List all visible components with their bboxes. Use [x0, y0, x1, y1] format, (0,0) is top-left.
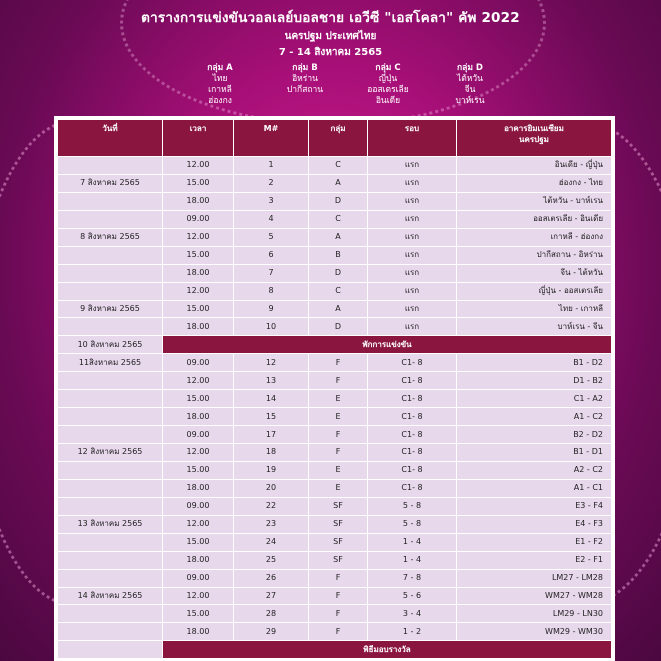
date-cell [58, 462, 162, 479]
table-row [58, 623, 611, 640]
time-cell: 18.00 [163, 480, 233, 497]
group-team: จีน [464, 85, 476, 95]
time-cell: 09.00 [163, 570, 233, 587]
round-cell: C1- 8 [368, 408, 456, 425]
time-cell: 15.00 [163, 175, 233, 192]
match-no-cell: 28 [234, 605, 308, 622]
group-team: อิหร่าน [292, 74, 318, 84]
date-cell [58, 157, 162, 174]
group-team: เกาหลี [208, 85, 232, 95]
date-cell [58, 283, 162, 300]
group-cell: E [309, 390, 367, 407]
match-cell: B2 - D2 [457, 426, 611, 443]
group-cell: SF [309, 534, 367, 551]
time-cell: 12.00 [163, 516, 233, 533]
group-cell: F [309, 372, 367, 389]
group-cell: SF [309, 498, 367, 515]
round-cell: 1 - 4 [368, 552, 456, 569]
match-cell: B1 - D1 [457, 444, 611, 461]
round-cell: 1 - 2 [368, 623, 456, 640]
date-cell [58, 408, 162, 425]
table-row [58, 301, 611, 318]
group-cell: A [309, 301, 367, 318]
time-cell: 18.00 [163, 318, 233, 335]
date-cell [58, 552, 162, 569]
match-cell: จีน - ไต้หวัน [457, 265, 611, 282]
table-row [58, 605, 611, 622]
match-cell: C1 - A2 [457, 390, 611, 407]
match-no-cell: 1 [234, 157, 308, 174]
match-no-cell: 25 [234, 552, 308, 569]
match-cell: A1 - C1 [457, 480, 611, 497]
match-cell: ไทย - เกาหลี [457, 301, 611, 318]
time-cell: 15.00 [163, 462, 233, 479]
round-cell: แรก [368, 247, 456, 264]
table-row [58, 193, 611, 210]
group-team: ฮ่องกง [208, 96, 232, 106]
group-d [435, 63, 505, 107]
group-name: กลุ่ม D [457, 63, 483, 73]
date-cell: 11สิงหาคม 2565 [58, 354, 162, 371]
round-cell: แรก [368, 193, 456, 210]
table-row [58, 426, 611, 443]
group-cell: C [309, 157, 367, 174]
round-cell: 5 - 8 [368, 498, 456, 515]
match-cell: B1 - D2 [457, 354, 611, 371]
rest-day-label: พักการแข่งขัน [163, 336, 611, 353]
round-cell: C1- 8 [368, 372, 456, 389]
time-cell: 12.00 [163, 229, 233, 246]
match-no-cell: 20 [234, 480, 308, 497]
date-cell [58, 211, 162, 228]
group-cell: F [309, 605, 367, 622]
award-row [58, 641, 611, 658]
table-row [58, 588, 611, 605]
group-name: กลุ่ม A [207, 63, 233, 73]
round-cell: 5 - 6 [368, 588, 456, 605]
date-cell [58, 605, 162, 622]
group-cell: SF [309, 552, 367, 569]
group-cell: F [309, 426, 367, 443]
match-cell: ออสเตรเลีย - อินเดีย [457, 211, 611, 228]
time-cell: 15.00 [163, 534, 233, 551]
date-cell [58, 318, 162, 335]
date-cell [58, 426, 162, 443]
match-no-cell: 9 [234, 301, 308, 318]
match-no-cell: 23 [234, 516, 308, 533]
match-cell: ญี่ปุ่น - ออสเตรเลีย [457, 283, 611, 300]
match-no-cell: 8 [234, 283, 308, 300]
group-team: ไต้หวัน [457, 74, 483, 84]
time-cell: 18.00 [163, 623, 233, 640]
time-cell: 12.00 [163, 372, 233, 389]
date-cell [58, 534, 162, 551]
group-c [353, 63, 423, 107]
location-text: นครปฐม ประเทศไทย [284, 31, 377, 42]
round-cell: แรก [368, 265, 456, 282]
rest-day-row [58, 336, 611, 353]
time-cell: 18.00 [163, 552, 233, 569]
time-cell: 09.00 [163, 426, 233, 443]
match-cell: A1 - C2 [457, 408, 611, 425]
match-cell: WM29 - WM30 [457, 623, 611, 640]
date-cell [58, 390, 162, 407]
table-row [58, 354, 611, 371]
table-row [58, 408, 611, 425]
match-cell: LM27 - LM28 [457, 570, 611, 587]
round-cell: C1- 8 [368, 426, 456, 443]
table-row [58, 318, 611, 335]
match-cell: ฮ่องกง - ไทย [457, 175, 611, 192]
match-cell: อินเดีย - ญี่ปุ่น [457, 157, 611, 174]
group-cell: C [309, 211, 367, 228]
table-row [58, 516, 611, 533]
time-cell: 12.00 [163, 283, 233, 300]
group-team: ไทย [212, 74, 228, 84]
date-cell [58, 193, 162, 210]
match-cell: ไต้หวัน - บาห์เรน [457, 193, 611, 210]
match-no-cell: 27 [234, 588, 308, 605]
round-cell: แรก [368, 301, 456, 318]
table-row [58, 552, 611, 569]
table-row [58, 175, 611, 192]
date-cell: 8 สิงหาคม 2565 [58, 229, 162, 246]
round-cell: C1- 8 [368, 462, 456, 479]
schedule-table-container [54, 116, 615, 661]
group-cell: C [309, 283, 367, 300]
date-cell: 10 สิงหาคม 2565 [58, 336, 162, 353]
match-no-cell: 18 [234, 444, 308, 461]
match-no-cell: 19 [234, 462, 308, 479]
header-group: กลุ่ม [309, 120, 367, 156]
time-cell: 09.00 [163, 498, 233, 515]
time-cell: 12.00 [163, 588, 233, 605]
match-cell: ปากีสถาน - อิหร่าน [457, 247, 611, 264]
group-cell: A [309, 229, 367, 246]
round-cell: 5 - 8 [368, 516, 456, 533]
date-cell: 14 สิงหาคม 2565 [58, 588, 162, 605]
time-cell: 15.00 [163, 605, 233, 622]
match-cell: E1 - F2 [457, 534, 611, 551]
match-cell: WM27 - WM28 [457, 588, 611, 605]
match-cell: E4 - F3 [457, 516, 611, 533]
round-cell: C1- 8 [368, 354, 456, 371]
group-name: กลุ่ม B [292, 63, 318, 73]
group-cell: E [309, 462, 367, 479]
time-cell: 12.00 [163, 444, 233, 461]
date-cell: 12 สิงหาคม 2565 [58, 444, 162, 461]
match-cell: A2 - C2 [457, 462, 611, 479]
table-row [58, 570, 611, 587]
match-cell: เกาหลี - ฮ่องกง [457, 229, 611, 246]
table-header-row [58, 120, 611, 156]
group-team: บาห์เรน [455, 96, 485, 106]
time-cell: 18.00 [163, 193, 233, 210]
round-cell: 7 - 8 [368, 570, 456, 587]
round-cell: แรก [368, 318, 456, 335]
date-cell [58, 641, 162, 658]
schedule-table [57, 119, 612, 659]
group-cell: SF [309, 516, 367, 533]
table-row [58, 444, 611, 461]
group-cell: D [309, 265, 367, 282]
match-no-cell: 26 [234, 570, 308, 587]
match-no-cell: 15 [234, 408, 308, 425]
round-cell: C1- 8 [368, 390, 456, 407]
table-row [58, 462, 611, 479]
time-cell: 15.00 [163, 301, 233, 318]
group-team: ออสเตรเลีย [367, 85, 409, 95]
time-cell: 12.00 [163, 157, 233, 174]
date-cell [58, 265, 162, 282]
date-cell: 9 สิงหาคม 2565 [58, 301, 162, 318]
group-cell: E [309, 408, 367, 425]
match-no-cell: 24 [234, 534, 308, 551]
round-cell: แรก [368, 229, 456, 246]
date-cell: 13 สิงหาคม 2565 [58, 516, 162, 533]
table-row [58, 498, 611, 515]
group-a [185, 63, 255, 107]
match-no-cell: 14 [234, 390, 308, 407]
match-cell: LM29 - LN30 [457, 605, 611, 622]
date-cell [58, 623, 162, 640]
date-range-text: 7 - 14 สิงหาคม 2565 [278, 47, 383, 58]
page-title: ตารางการแข่งขันวอลเลย์บอลชาย เอวีซี "เอสโคลา" คัพ 2022 [141, 10, 520, 26]
header-venue [457, 120, 611, 156]
table-row [58, 534, 611, 551]
match-no-cell: 10 [234, 318, 308, 335]
header-time: เวลา [163, 120, 233, 156]
header-match-no: M# [234, 120, 308, 156]
date-cell: 7 สิงหาคม 2565 [58, 175, 162, 192]
header-round: รอบ [368, 120, 456, 156]
round-cell: 1 - 4 [368, 534, 456, 551]
round-cell: แรก [368, 157, 456, 174]
page-header [0, 6, 661, 60]
match-cell: E2 - F1 [457, 552, 611, 569]
table-row [58, 211, 611, 228]
round-cell: C1- 8 [368, 444, 456, 461]
award-ceremony-label: พิธีมอบรางวัล [163, 641, 611, 658]
group-b [270, 63, 340, 96]
group-cell: E [309, 480, 367, 497]
match-cell: D1 - B2 [457, 372, 611, 389]
match-no-cell: 29 [234, 623, 308, 640]
table-row [58, 390, 611, 407]
table-row [58, 480, 611, 497]
round-cell: แรก [368, 175, 456, 192]
header-venue-line2: นครปฐม [519, 135, 549, 144]
match-no-cell: 5 [234, 229, 308, 246]
table-row [58, 247, 611, 264]
date-cell [58, 247, 162, 264]
table-row [58, 229, 611, 246]
table-row [58, 283, 611, 300]
group-team: อินเดีย [375, 96, 401, 106]
group-cell: D [309, 318, 367, 335]
match-no-cell: 6 [234, 247, 308, 264]
group-cell: F [309, 354, 367, 371]
round-cell: แรก [368, 211, 456, 228]
match-no-cell: 3 [234, 193, 308, 210]
match-no-cell: 12 [234, 354, 308, 371]
group-cell: D [309, 193, 367, 210]
table-row [58, 265, 611, 282]
match-cell: E3 - F4 [457, 498, 611, 515]
time-cell: 09.00 [163, 211, 233, 228]
match-no-cell: 22 [234, 498, 308, 515]
round-cell: แรก [368, 283, 456, 300]
date-cell [58, 372, 162, 389]
round-cell: 3 - 4 [368, 605, 456, 622]
group-cell: F [309, 570, 367, 587]
time-cell: 18.00 [163, 408, 233, 425]
group-team: ญี่ปุ่น [378, 74, 398, 84]
match-cell: บาห์เรน - จีน [457, 318, 611, 335]
time-cell: 09.00 [163, 354, 233, 371]
group-cell: B [309, 247, 367, 264]
date-cell [58, 480, 162, 497]
match-no-cell: 4 [234, 211, 308, 228]
group-cell: F [309, 623, 367, 640]
table-row [58, 157, 611, 174]
time-cell: 15.00 [163, 247, 233, 264]
match-no-cell: 13 [234, 372, 308, 389]
header-date: วันที่ [58, 120, 162, 156]
date-cell [58, 570, 162, 587]
time-cell: 18.00 [163, 265, 233, 282]
table-row [58, 372, 611, 389]
group-cell: F [309, 588, 367, 605]
group-team: ปากีสถาน [286, 85, 324, 95]
time-cell: 15.00 [163, 390, 233, 407]
group-cell: F [309, 444, 367, 461]
round-cell: C1- 8 [368, 480, 456, 497]
match-no-cell: 2 [234, 175, 308, 192]
header-venue-line1: อาคารยิมเนเซียม [504, 124, 564, 133]
group-cell: A [309, 175, 367, 192]
date-cell [58, 498, 162, 515]
match-no-cell: 17 [234, 426, 308, 443]
group-name: กลุ่ม C [375, 63, 401, 73]
match-no-cell: 7 [234, 265, 308, 282]
